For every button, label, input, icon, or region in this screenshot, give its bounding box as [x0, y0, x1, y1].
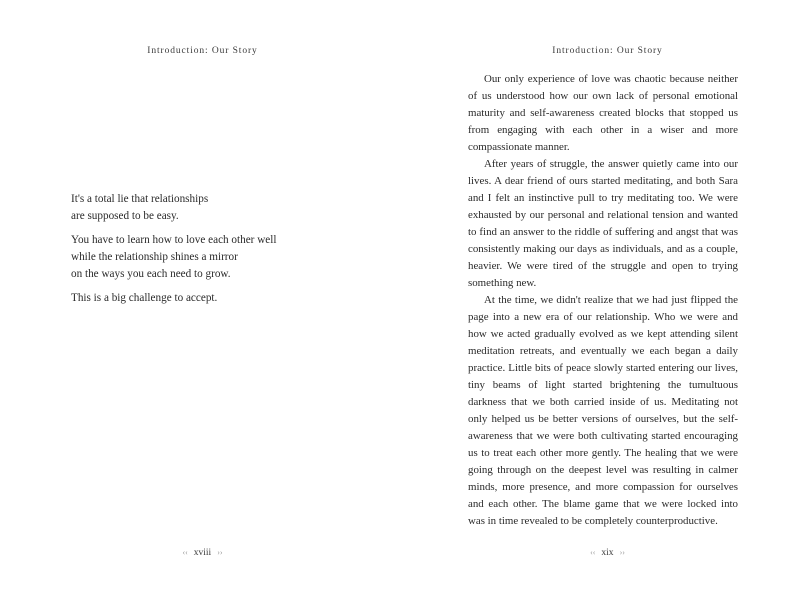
running-head-right: Introduction: Our Story	[552, 46, 663, 56]
page-number: xix	[601, 548, 614, 558]
ornament-left-icon: ‹‹	[182, 548, 188, 557]
stanza	[71, 290, 371, 307]
stanza-line: are supposed to be easy.	[71, 210, 179, 222]
ornament-left-icon: ‹‹	[590, 548, 596, 557]
stanza-line: while the relationship shines a mirror	[71, 251, 238, 263]
page-number: xviii	[193, 548, 212, 558]
right-page	[405, 0, 810, 612]
stanza-line: It's a total lie that relationships	[71, 193, 209, 205]
stanza	[71, 191, 371, 225]
page-number-right	[405, 548, 810, 558]
paragraph: At the time, we didn't realize that we had just flipped the page into a new era of our relationship. Who we were and how we acted gradually evolved as we kept attending silent meditation retreats, and eventually we each began a daily practice. Little bits of peace slowly started entering our lives, tiny beams of light started brightening the tumultuous darkness that we both carried inside of us. Meditating not only helped us be better versions of ourselves, but the self-awareness that we were both cultivating started encouraging us to treat each other more gently. The healing that we were going through on the deepest level was resulting in calmer minds, more presence, and more compassion for ourselves and each other. The blame game that we were locked into was in time revealed to be completely counterproductive.	[468, 294, 738, 527]
epigraph-block	[71, 191, 371, 314]
stanza-line: You have to learn how to love each other well	[71, 234, 277, 246]
body-text	[468, 71, 738, 530]
paragraph: Our only experience of love was chaotic because neither of us understood how our own lack of personal emotional maturity and self-awareness created blocks that stopped us from engaging with each other in a wiser and more compassionate manner.	[468, 73, 738, 153]
stanza-line: This is a big challenge to accept.	[71, 292, 218, 304]
stanza-line: on the ways you each need to grow.	[71, 268, 231, 280]
running-head-left: Introduction: Our Story	[147, 46, 258, 56]
stanza	[71, 232, 371, 283]
paragraph: After years of struggle, the answer quietly came into our lives. A dear friend of ours started meditating, and both Sara and I felt an instinctive pull to try meditating too. We were exhausted by our personal and relational tension and wanted to find an answer to the riddle of suffering and angst that was consistently making our days as individuals, and as a couple, heavier. We were tired of the struggle and open to trying something new.	[468, 158, 738, 289]
ornament-right-icon: ››	[619, 548, 625, 557]
ornament-right-icon: ››	[217, 548, 223, 557]
page-number-left	[0, 548, 405, 558]
